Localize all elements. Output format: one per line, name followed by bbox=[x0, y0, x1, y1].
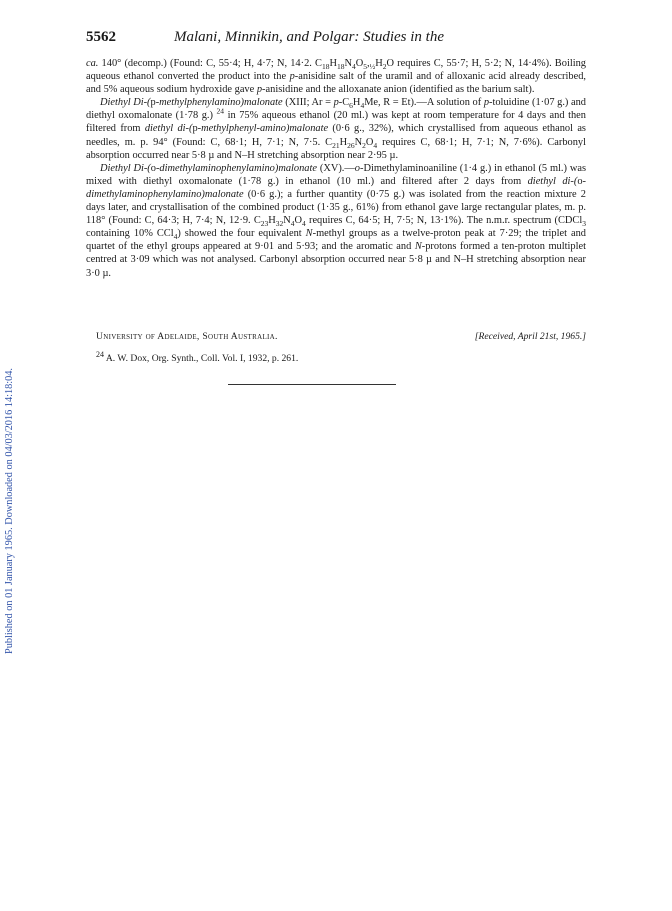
affiliation: University of Adelaide, South Australia. bbox=[96, 331, 278, 342]
text-run: (0·6 g., 32%), which crystallised from aqueous ethanol as needles, m. p. 94° (Found: C, 68·1; H, 7·1; N, 7·5. C bbox=[86, 123, 586, 148]
text-run: 4 bbox=[173, 232, 178, 242]
text-run: 18 bbox=[336, 62, 345, 72]
text-run: o bbox=[577, 175, 583, 187]
text-run: p bbox=[150, 97, 156, 109]
text-run: -C bbox=[338, 97, 350, 109]
text-run: H bbox=[375, 58, 383, 69]
text-run: diethyl di-( bbox=[144, 123, 193, 135]
text-run: Me, R = Et).—A solution of bbox=[364, 97, 484, 109]
footnote-24 bbox=[86, 348, 586, 366]
text-run: 23 bbox=[260, 219, 269, 229]
text-run: N bbox=[344, 58, 352, 69]
text-run: diethyl di-( bbox=[527, 175, 578, 187]
text-run: -protons formed a ten-proton multiplet centred at 3·09 which was not analysed. Carbonyl absorption occurred near 5·8 µ and N–H stretching absorption near 3·0 µ. bbox=[86, 241, 586, 279]
text-run: 2 bbox=[362, 140, 366, 150]
text-run: O bbox=[365, 136, 374, 148]
text-run: o bbox=[354, 162, 360, 174]
text-run: 3 bbox=[582, 219, 586, 229]
text-run: -dimethylaminophenylamino)malonate bbox=[155, 162, 317, 174]
text-run: -Dimethylaminoaniline (1·4 g.) in ethanol (5 ml.) was mixed with diethyl oxomalonate (1·78 g.) in ethanol (10 ml.) and filtered after 2 days from bbox=[86, 162, 587, 187]
article-body bbox=[86, 57, 586, 280]
text-run: -toluidine (1·07 g.) and diethyl oxomalonate (1·78 g.) bbox=[86, 97, 586, 122]
running-title: Malani, Minnikin, and Polgar: Studies in the bbox=[174, 29, 444, 45]
text-run: O bbox=[355, 58, 364, 69]
text-run: O requires C, 55·7; H, 5·2; N, 14·4%). Boiling aqueous ethanol converted the product into the bbox=[86, 58, 586, 83]
download-watermark bbox=[0, 0, 24, 911]
text-run: p bbox=[483, 97, 490, 109]
text-run: Diethyl Di-( bbox=[100, 162, 151, 174]
text-run: p bbox=[192, 123, 198, 135]
text-run: , bbox=[366, 58, 370, 69]
text-run: 2 bbox=[382, 62, 387, 72]
text-run: 4 bbox=[302, 219, 306, 229]
paragraph-compound-xiii bbox=[86, 96, 586, 161]
text-run: H bbox=[352, 97, 361, 109]
text-run: p bbox=[333, 97, 339, 109]
text-run: containing 10% CCl bbox=[86, 228, 174, 240]
page-header bbox=[86, 29, 586, 53]
text-run: N bbox=[354, 136, 363, 148]
text-run: 140° (decomp.) (Found: C, 55·4; H, 4·7; N, 14·2. C bbox=[98, 58, 322, 69]
download-watermark-text: Published on 01 January 1965. Downloaded on 04/03/2016 14:18:04. bbox=[4, 367, 15, 654]
text-run: ) showed the four equivalent bbox=[177, 228, 306, 240]
page-number: 5562 bbox=[86, 29, 116, 45]
text-run: requires C, 64·5; H, 7·5; N, 13·1%). The n.m.r. spectrum (CDCl bbox=[305, 215, 583, 227]
text-run: p bbox=[289, 71, 295, 83]
text-run: 4 bbox=[360, 101, 365, 111]
text-run: O bbox=[294, 215, 303, 227]
text-run: -methylphenylamino)malonate bbox=[155, 97, 283, 109]
text-run: 21 bbox=[332, 140, 340, 150]
text-run: o bbox=[150, 162, 156, 174]
text-run: (0·6 g.); a further quantity (0·75 g.) was isolated from the reaction mixture 2 days later, and crystallisation of the combined product (1·35 g., 61%) from ethanol gave large rectangular plates, m. p. 118° (Found: C, 64·3; H, 7·4; N, 12·9. C bbox=[86, 188, 586, 227]
text-run: (XIII; Ar = bbox=[282, 97, 334, 109]
text-run: N bbox=[305, 228, 313, 240]
text-run: 26 bbox=[347, 140, 355, 150]
text-run: -anisidine salt of the uramil and of alloxanic acid already described, and 5% aqueous sodium hydroxide gave bbox=[86, 71, 586, 96]
text-run: H bbox=[339, 136, 348, 148]
text-run: in 75% aqueous ethanol (20 ml.) was kept at room temperature for 4 days and then filtered from bbox=[86, 110, 586, 135]
footnote-number: 24 bbox=[96, 350, 104, 359]
text-run: ½ bbox=[369, 62, 376, 72]
received-date: [Received, April 21st, 1965.] bbox=[474, 331, 586, 342]
text-run: H bbox=[329, 58, 337, 69]
text-run: 24 bbox=[216, 106, 225, 116]
text-run: 6 bbox=[349, 101, 353, 111]
paragraph-continuation bbox=[86, 57, 586, 96]
paragraph-compound-xv bbox=[86, 162, 586, 280]
text-run: 18 bbox=[321, 62, 330, 72]
text-run: ca. bbox=[86, 58, 99, 69]
text-run: H bbox=[268, 215, 276, 227]
text-run: 32 bbox=[275, 219, 284, 229]
text-run: -methylphenyl-amino)malonate bbox=[197, 123, 329, 135]
text-run: -methyl groups as a twelve-proton peak at 7·29; the triplet and quartet of the ethyl groups appeared at 9·01 and 5·93; and the aromatic and bbox=[86, 228, 586, 253]
text-run: -dimethylaminophenylamino)malonate bbox=[86, 175, 586, 200]
article-footer bbox=[86, 330, 586, 366]
text-run: (XV).— bbox=[317, 162, 355, 174]
text-run: 4 bbox=[290, 219, 295, 229]
text-run: -anisidine and the alloxanate anion (identified as the barium salt). bbox=[262, 84, 535, 96]
text-run: p bbox=[256, 84, 263, 96]
text-run: 4 bbox=[373, 140, 378, 150]
text-run: N bbox=[283, 215, 291, 227]
text-run: N bbox=[414, 241, 422, 253]
text-run: 5 bbox=[363, 62, 367, 72]
text-run: 4 bbox=[351, 62, 356, 72]
text-run: requires C, 68·1; H, 7·1; N, 7·6%). Carbonyl absorption occurred near 5·8 µ and N–H stretching absorption near 2·95 µ. bbox=[86, 136, 586, 161]
text-run: Diethyl Di-( bbox=[100, 97, 151, 109]
end-rule bbox=[228, 384, 396, 385]
footnote-text: A. W. Dox, Org. Synth., Coll. Vol. I, 1932, p. 261. bbox=[104, 353, 299, 365]
